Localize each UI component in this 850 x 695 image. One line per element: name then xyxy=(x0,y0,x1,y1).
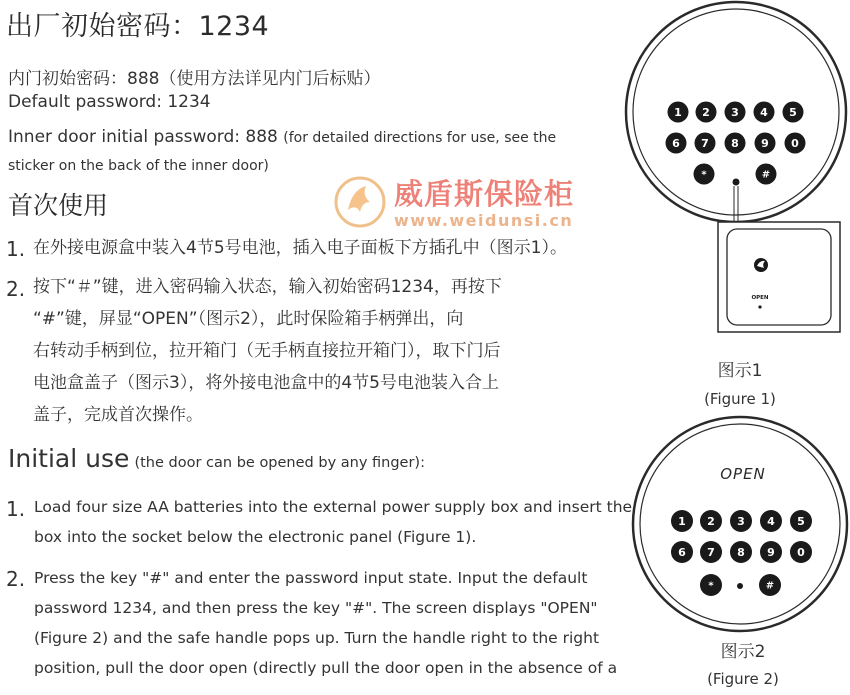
watermark-brand: 威盾斯保险柜 xyxy=(394,177,575,211)
figure-2-socket-icon xyxy=(737,583,743,589)
figure-2-key-label: # xyxy=(765,580,775,592)
factory-password-heading: 出厂初始密码：1234 xyxy=(6,11,270,42)
initial-use-subtitle: (the door can be opened by any finger): xyxy=(134,455,425,471)
figure-1-key-label: # xyxy=(761,169,771,181)
initial-use-title: Initial use xyxy=(8,444,130,473)
inner-door-password-en-note: (for detailed directions for use, see the xyxy=(283,130,557,146)
cn-step-1-text: 在外接电源盒中装入4节5号电池，插入电子面板下方插孔中（图示1）。 xyxy=(33,238,567,258)
first-use-cn-title: 首次使用 xyxy=(8,191,109,220)
figure-1-box-label: OPEN xyxy=(751,295,769,301)
figure-2 xyxy=(628,414,850,636)
figure-2-key-label: 4 xyxy=(767,514,775,528)
watermark-url: www.weidunsi.cn xyxy=(394,211,574,230)
cn-step-2-line-4: 电池盒盖子（图示3），将外接电池盒中的4节5号电池装入合上 xyxy=(33,373,499,393)
en-step-1-line-1: Load four size AA batteries into the external power supply box and insert the xyxy=(34,498,633,516)
inner-door-password-en-main: Inner door initial password: 888 xyxy=(8,127,278,147)
en-step-1-line-2: box into the socket below the electronic panel (Figure 1). xyxy=(34,528,477,546)
figure-1-keypad-illustration xyxy=(618,0,850,340)
figure-1-socket-icon xyxy=(733,179,740,186)
figure-2-keys-row-2 xyxy=(671,541,812,563)
default-password-en: Default password: 1234 xyxy=(8,92,211,112)
figure-1-keys-row-2 xyxy=(666,133,806,154)
inner-door-password-cn: 内门初始密码：888（使用方法详见内门后标贴） xyxy=(8,69,381,89)
inner-door-password-en-note-cont: sticker on the back of the inner door) xyxy=(8,158,269,174)
figure-2-keys-row-1 xyxy=(671,510,812,532)
en-step-2-line-2: password 1234, and then press the key "#". The screen displays "OPEN" xyxy=(34,599,598,617)
figure-1-caption-cn: 图示1 xyxy=(717,361,763,381)
figure-1-key-label: 1 xyxy=(674,105,682,119)
en-step-1-number: 1. xyxy=(6,497,26,521)
figure-2-key-label: 5 xyxy=(797,514,805,528)
cn-step-1-number: 1. xyxy=(6,237,26,261)
cn-step-2-line-5: 盖子，完成首次操作。 xyxy=(33,405,203,425)
figure-1-key-label: 3 xyxy=(731,105,739,119)
cn-step-2-line-1: 按下“＃”键，进入密码输入状态，输入初始密码1234，再按下 xyxy=(33,277,502,297)
figure-1-keys-row-1 xyxy=(668,102,804,123)
en-step-2-number: 2. xyxy=(6,567,26,591)
figure-2-caption-en: (Figure 2) xyxy=(707,670,779,688)
cn-step-2-line-3: 右转动手柄到位，拉开箱门（无手柄直接拉开箱门），取下门后 xyxy=(33,341,501,361)
figure-1-key-label: 7 xyxy=(701,136,709,150)
en-step-2-line-4: position, pull the door open (directly pull the door open in the absence of a xyxy=(34,659,618,677)
figure-2-key-label: 1 xyxy=(678,514,686,528)
cn-step-2-line-2: “#”键，屏显“OPEN”（图示2），此时保险箱手柄弹出，向 xyxy=(33,309,464,329)
figure-1-key-label: 4 xyxy=(760,105,768,119)
figure-2-key-label: 3 xyxy=(737,514,745,528)
figure-1-key-label: 2 xyxy=(702,105,710,119)
figure-1-battery-box xyxy=(727,229,831,325)
figure-1-key-label: 9 xyxy=(761,136,769,150)
en-step-2-line-1: Press the key "#" and enter the password input state. Input the default xyxy=(34,569,588,587)
figure-2-key-label: 8 xyxy=(737,545,745,559)
figure-2-key-label: 7 xyxy=(707,545,715,559)
inner-door-password-en xyxy=(8,127,556,147)
figure-1-key-label: 0 xyxy=(791,136,799,150)
figure-1-key-label: 6 xyxy=(672,136,680,150)
en-step-2-line-3: (Figure 2) and the safe handle pops up. Turn the handle right to the right xyxy=(34,629,600,647)
figure-2-keypad-illustration xyxy=(628,414,850,636)
figure-1 xyxy=(618,0,850,340)
cn-step-2-number: 2. xyxy=(6,277,26,301)
figure-2-key-label: * xyxy=(708,580,714,592)
figure-2-key-label: 2 xyxy=(707,514,715,528)
figure-1-key-label: 8 xyxy=(731,136,739,150)
figure-2-caption-cn: 图示2 xyxy=(720,642,766,662)
initial-use-heading xyxy=(8,444,425,473)
figure-2-screen-text: OPEN xyxy=(720,465,766,483)
figure-1-key-label: 5 xyxy=(789,105,797,119)
figure-1-key-label: * xyxy=(701,169,707,181)
figure-2-key-label: 6 xyxy=(678,545,686,559)
figure-2-key-label: 9 xyxy=(767,545,775,559)
figure-2-key-label: 0 xyxy=(797,545,805,559)
figure-1-caption-en: (Figure 1) xyxy=(704,390,776,408)
